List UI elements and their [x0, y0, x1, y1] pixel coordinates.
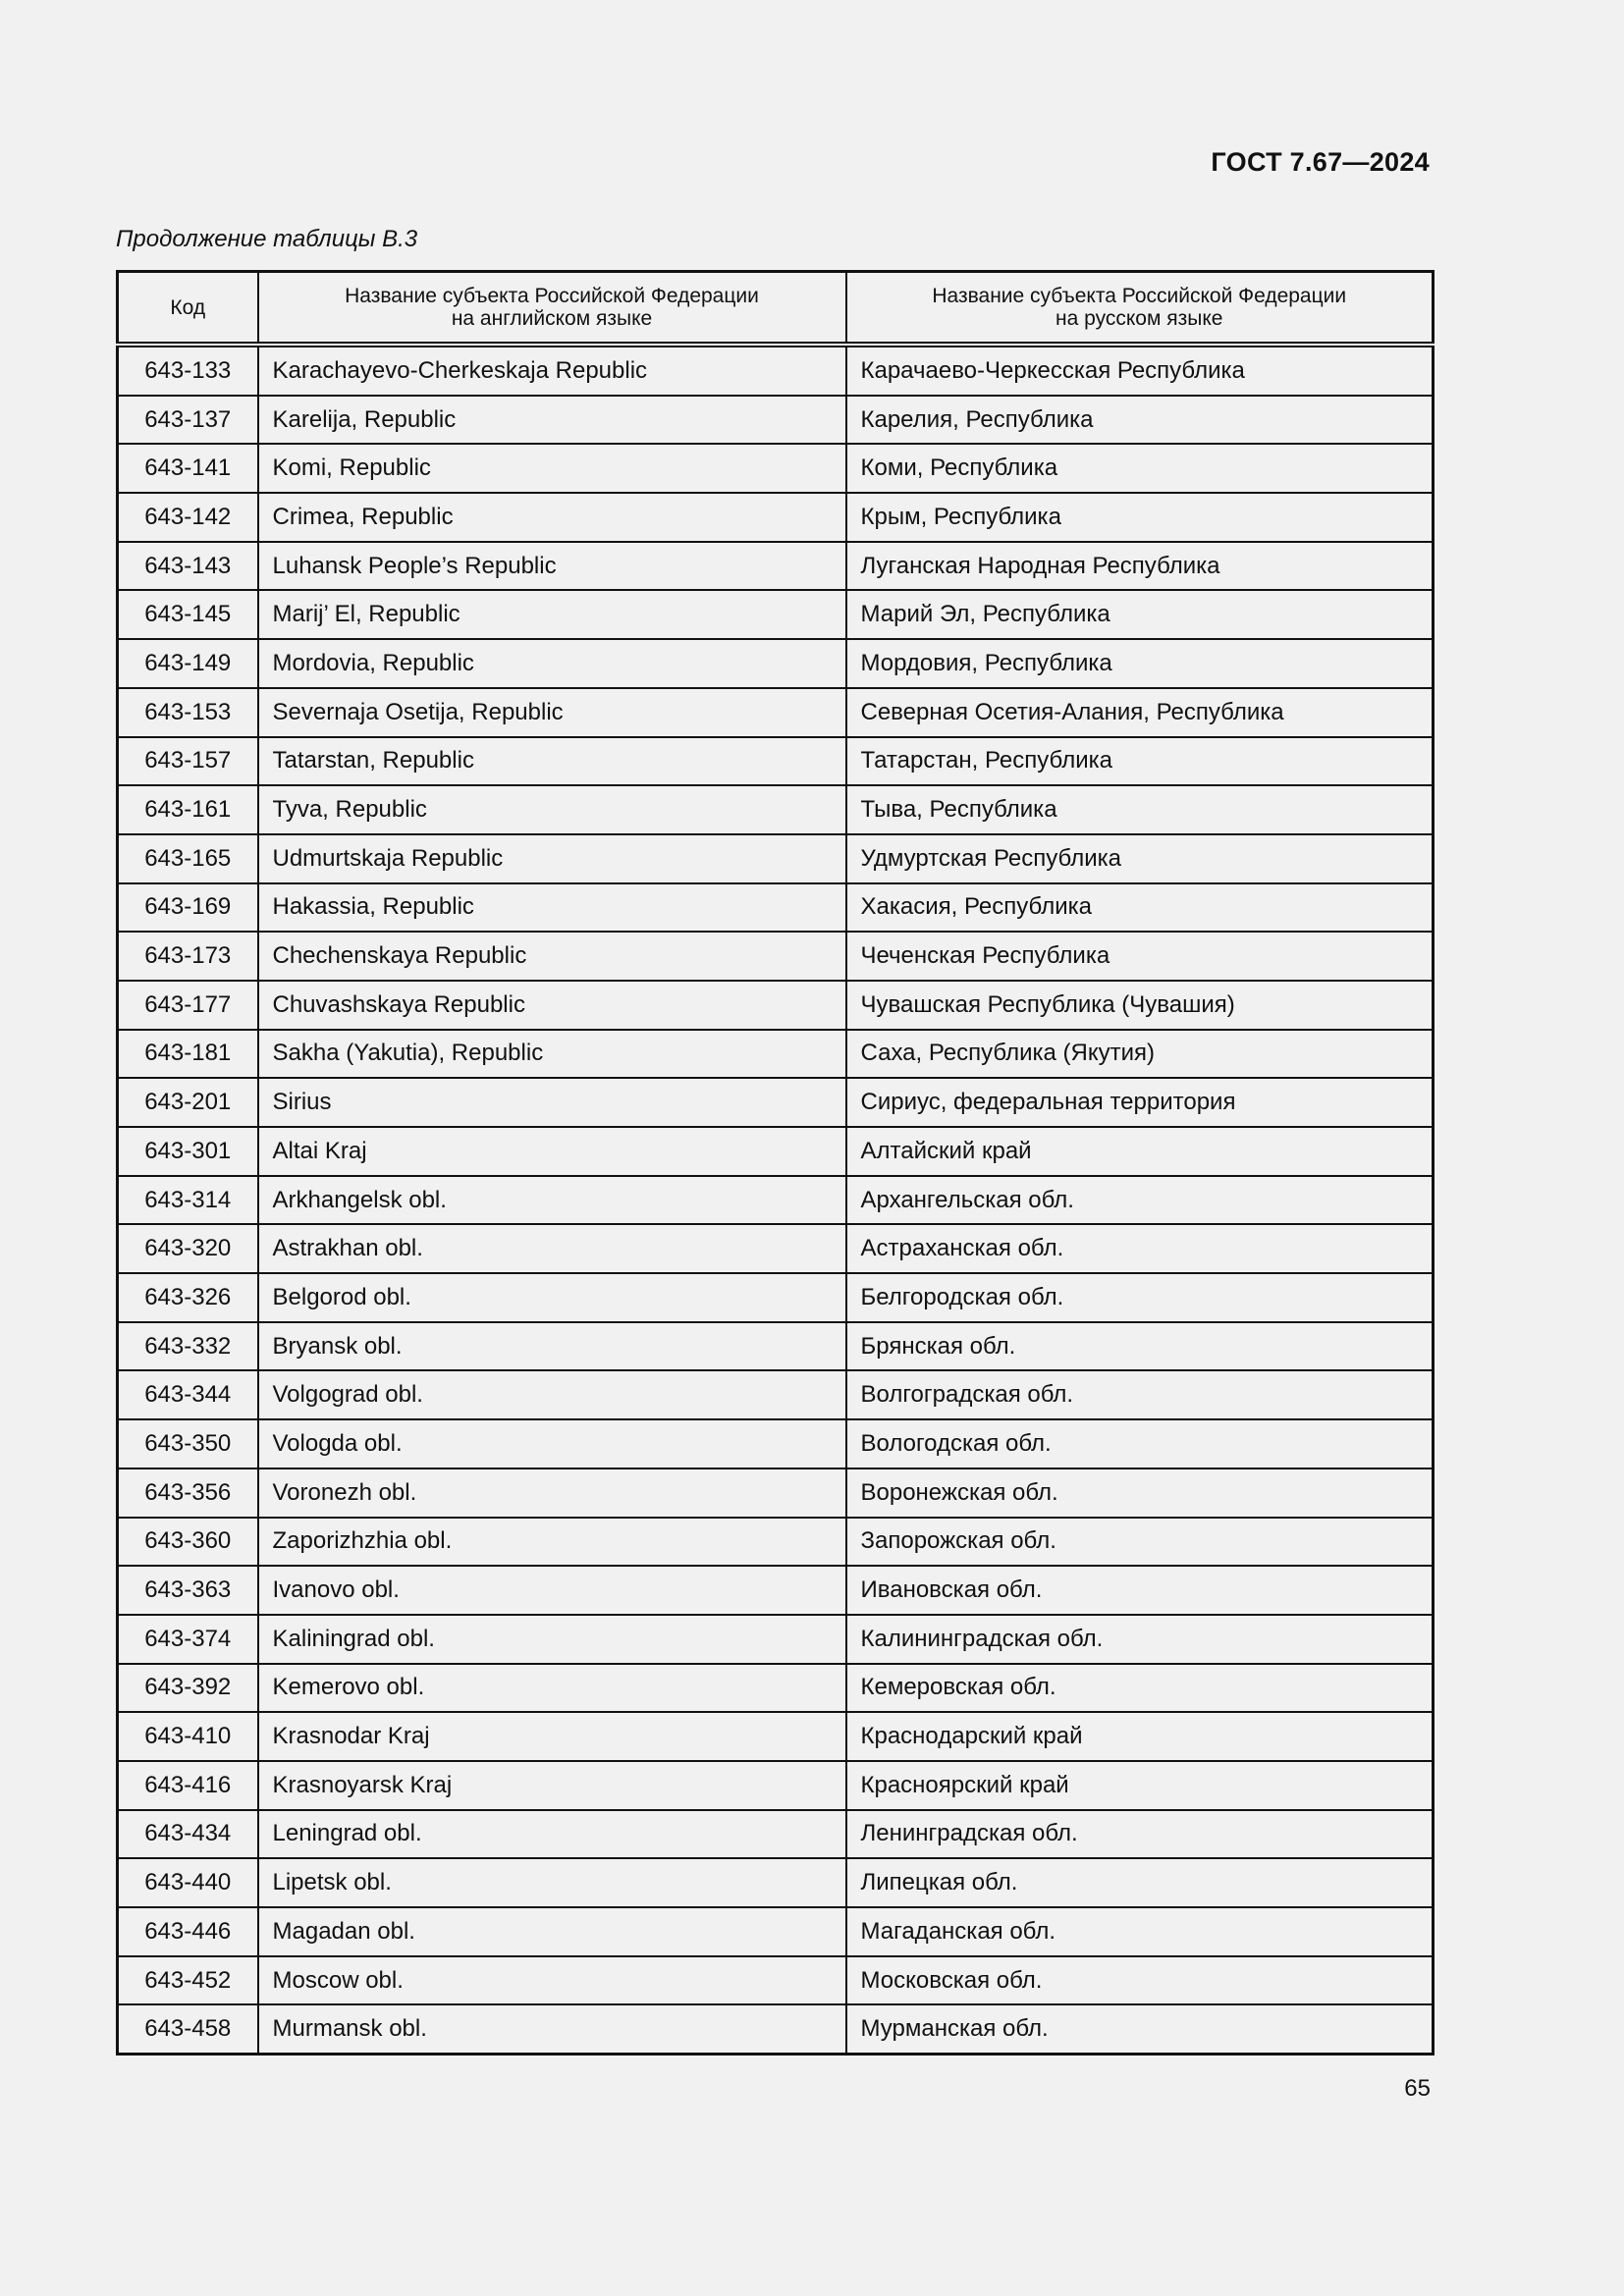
cell-code: 643-326 [118, 1273, 258, 1322]
cell-code: 643-332 [118, 1322, 258, 1371]
cell-english-name: Crimea, Republic [258, 493, 846, 542]
cell-english-name: Arkhangelsk obl. [258, 1176, 846, 1225]
cell-code: 643-181 [118, 1030, 258, 1079]
header-english-line1: Название субъекта Российской Федерации [345, 285, 759, 307]
cell-code: 643-142 [118, 493, 258, 542]
table-row [118, 1712, 1434, 1761]
regions-table [116, 270, 1435, 2056]
cell-russian-name: Ивановская обл. [846, 1566, 1434, 1615]
cell-russian-name: Астраханская обл. [846, 1224, 1434, 1273]
table-row [118, 1370, 1434, 1419]
cell-code: 643-363 [118, 1566, 258, 1615]
table-row [118, 1419, 1434, 1468]
header-row [118, 272, 1434, 346]
cell-russian-name: Красноярский край [846, 1761, 1434, 1810]
table-row [118, 1664, 1434, 1713]
cell-english-name: Udmurtskaja Republic [258, 834, 846, 883]
cell-russian-name: Северная Осетия-Алания, Республика [846, 688, 1434, 737]
cell-english-name: Volgograd obl. [258, 1370, 846, 1419]
table-row [118, 1907, 1434, 1956]
table-body [118, 345, 1434, 2055]
table-row [118, 590, 1434, 639]
table-row [118, 1761, 1434, 1810]
cell-code: 643-141 [118, 444, 258, 493]
cell-english-name: Sirius [258, 1078, 846, 1127]
cell-code: 643-143 [118, 542, 258, 591]
cell-english-name: Voronezh obl. [258, 1468, 846, 1518]
cell-russian-name: Калининградская обл. [846, 1615, 1434, 1664]
cell-code: 643-153 [118, 688, 258, 737]
header-code [118, 272, 258, 346]
table-row [118, 1518, 1434, 1567]
table-row [118, 1810, 1434, 1859]
cell-code: 643-201 [118, 1078, 258, 1127]
cell-code: 643-410 [118, 1712, 258, 1761]
table-row [118, 1468, 1434, 1518]
cell-english-name: Krasnoyarsk Kraj [258, 1761, 846, 1810]
table-row [118, 1224, 1434, 1273]
header-russian-name [846, 272, 1434, 346]
cell-code: 643-350 [118, 1419, 258, 1468]
cell-english-name: Altai Kraj [258, 1127, 846, 1176]
cell-english-name: Hakassia, Republic [258, 883, 846, 933]
cell-russian-name: Брянская обл. [846, 1322, 1434, 1371]
cell-english-name: Chechenskaya Republic [258, 932, 846, 981]
cell-russian-name: Марий Эл, Республика [846, 590, 1434, 639]
cell-code: 643-344 [118, 1370, 258, 1419]
cell-code: 643-169 [118, 883, 258, 933]
cell-russian-name: Коми, Республика [846, 444, 1434, 493]
cell-english-name: Ivanovo obl. [258, 1566, 846, 1615]
cell-english-name: Mordovia, Republic [258, 639, 846, 688]
cell-english-name: Lipetsk obl. [258, 1858, 846, 1907]
cell-english-name: Astrakhan obl. [258, 1224, 846, 1273]
cell-english-name: Karachayevo-Cherkeskaja Republic [258, 345, 846, 396]
cell-russian-name: Воронежская обл. [846, 1468, 1434, 1518]
cell-code: 643-416 [118, 1761, 258, 1810]
cell-english-name: Tyva, Republic [258, 785, 846, 834]
header-code-label: Код [170, 295, 206, 319]
cell-russian-name: Карелия, Республика [846, 396, 1434, 445]
cell-english-name: Belgorod obl. [258, 1273, 846, 1322]
cell-english-name: Vologda obl. [258, 1419, 846, 1468]
cell-english-name: Moscow obl. [258, 1956, 846, 2005]
cell-code: 643-458 [118, 2004, 258, 2054]
header-russian-line2: на русском языке [1056, 307, 1223, 330]
cell-code: 643-301 [118, 1127, 258, 1176]
cell-russian-name: Краснодарский край [846, 1712, 1434, 1761]
cell-english-name: Zaporizhzhia obl. [258, 1518, 846, 1567]
cell-code: 643-452 [118, 1956, 258, 2005]
cell-english-name: Marij’ El, Republic [258, 590, 846, 639]
table-row [118, 981, 1434, 1030]
cell-code: 643-161 [118, 785, 258, 834]
cell-russian-name: Удмуртская Республика [846, 834, 1434, 883]
cell-russian-name: Вологодская обл. [846, 1419, 1434, 1468]
cell-code: 643-374 [118, 1615, 258, 1664]
cell-code: 643-446 [118, 1907, 258, 1956]
cell-english-name: Murmansk obl. [258, 2004, 846, 2054]
table-row [118, 493, 1434, 542]
cell-english-name: Chuvashskaya Republic [258, 981, 846, 1030]
cell-code: 643-145 [118, 590, 258, 639]
cell-english-name: Krasnodar Kraj [258, 1712, 846, 1761]
cell-english-name: Severnaja Osetija, Republic [258, 688, 846, 737]
cell-russian-name: Магаданская обл. [846, 1907, 1434, 1956]
cell-russian-name: Мурманская обл. [846, 2004, 1434, 2054]
cell-code: 643-434 [118, 1810, 258, 1859]
cell-russian-name: Волгоградская обл. [846, 1370, 1434, 1419]
cell-russian-name: Ленинградская обл. [846, 1810, 1434, 1859]
standard-code: ГОСТ 7.67—2024 [1211, 147, 1430, 177]
cell-russian-name: Архангельская обл. [846, 1176, 1434, 1225]
table-caption: Продолжение таблицы В.3 [116, 226, 418, 252]
table-row [118, 1176, 1434, 1225]
cell-russian-name: Луганская Народная Республика [846, 542, 1434, 591]
cell-code: 643-320 [118, 1224, 258, 1273]
cell-english-name: Tatarstan, Republic [258, 737, 846, 786]
table-row [118, 834, 1434, 883]
cell-russian-name: Алтайский край [846, 1127, 1434, 1176]
table-row [118, 345, 1434, 396]
table-row [118, 737, 1434, 786]
cell-code: 643-133 [118, 345, 258, 396]
table-row [118, 1273, 1434, 1322]
page-number: 65 [1404, 2075, 1431, 2102]
table-row [118, 639, 1434, 688]
cell-english-name: Kemerovo obl. [258, 1664, 846, 1713]
table-row [118, 932, 1434, 981]
cell-russian-name: Хакасия, Республика [846, 883, 1434, 933]
table-row [118, 542, 1434, 591]
cell-english-name: Komi, Republic [258, 444, 846, 493]
cell-english-name: Leningrad obl. [258, 1810, 846, 1859]
cell-russian-name: Татарстан, Республика [846, 737, 1434, 786]
cell-english-name: Magadan obl. [258, 1907, 846, 1956]
cell-english-name: Luhansk People’s Republic [258, 542, 846, 591]
cell-english-name: Bryansk obl. [258, 1322, 846, 1371]
table-header [118, 272, 1434, 346]
cell-code: 643-173 [118, 932, 258, 981]
cell-russian-name: Липецкая обл. [846, 1858, 1434, 1907]
cell-code: 643-137 [118, 396, 258, 445]
cell-russian-name: Сириус, федеральная территория [846, 1078, 1434, 1127]
table-row [118, 1615, 1434, 1664]
table-row [118, 785, 1434, 834]
table-row [118, 396, 1434, 445]
table-row [118, 688, 1434, 737]
cell-russian-name: Чеченская Республика [846, 932, 1434, 981]
cell-russian-name: Запорожская обл. [846, 1518, 1434, 1567]
table-row [118, 1956, 1434, 2005]
table-row [118, 1322, 1434, 1371]
header-russian-line1: Название субъекта Российской Федерации [932, 285, 1347, 307]
table-row [118, 1566, 1434, 1615]
cell-code: 643-440 [118, 1858, 258, 1907]
cell-english-name: Kaliningrad obl. [258, 1615, 846, 1664]
cell-russian-name: Саха, Республика (Якутия) [846, 1030, 1434, 1079]
cell-russian-name: Карачаево-Черкесская Республика [846, 345, 1434, 396]
cell-english-name: Karelija, Republic [258, 396, 846, 445]
cell-russian-name: Кемеровская обл. [846, 1664, 1434, 1713]
cell-english-name: Sakha (Yakutia), Republic [258, 1030, 846, 1079]
cell-code: 643-165 [118, 834, 258, 883]
cell-russian-name: Чувашская Республика (Чувашия) [846, 981, 1434, 1030]
cell-russian-name: Тыва, Республика [846, 785, 1434, 834]
cell-code: 643-149 [118, 639, 258, 688]
header-english-line2: на английском языке [451, 307, 653, 330]
cell-russian-name: Мордовия, Республика [846, 639, 1434, 688]
table-row [118, 444, 1434, 493]
cell-code: 643-157 [118, 737, 258, 786]
cell-code: 643-392 [118, 1664, 258, 1713]
cell-code: 643-177 [118, 981, 258, 1030]
table-row [118, 883, 1434, 933]
table-row [118, 1078, 1434, 1127]
cell-code: 643-356 [118, 1468, 258, 1518]
cell-russian-name: Московская обл. [846, 1956, 1434, 2005]
cell-code: 643-314 [118, 1176, 258, 1225]
table-row [118, 1030, 1434, 1079]
header-english-name [258, 272, 846, 346]
cell-code: 643-360 [118, 1518, 258, 1567]
cell-russian-name: Белгородская обл. [846, 1273, 1434, 1322]
cell-russian-name: Крым, Республика [846, 493, 1434, 542]
table-row [118, 1127, 1434, 1176]
table-row [118, 2004, 1434, 2054]
table-row [118, 1858, 1434, 1907]
